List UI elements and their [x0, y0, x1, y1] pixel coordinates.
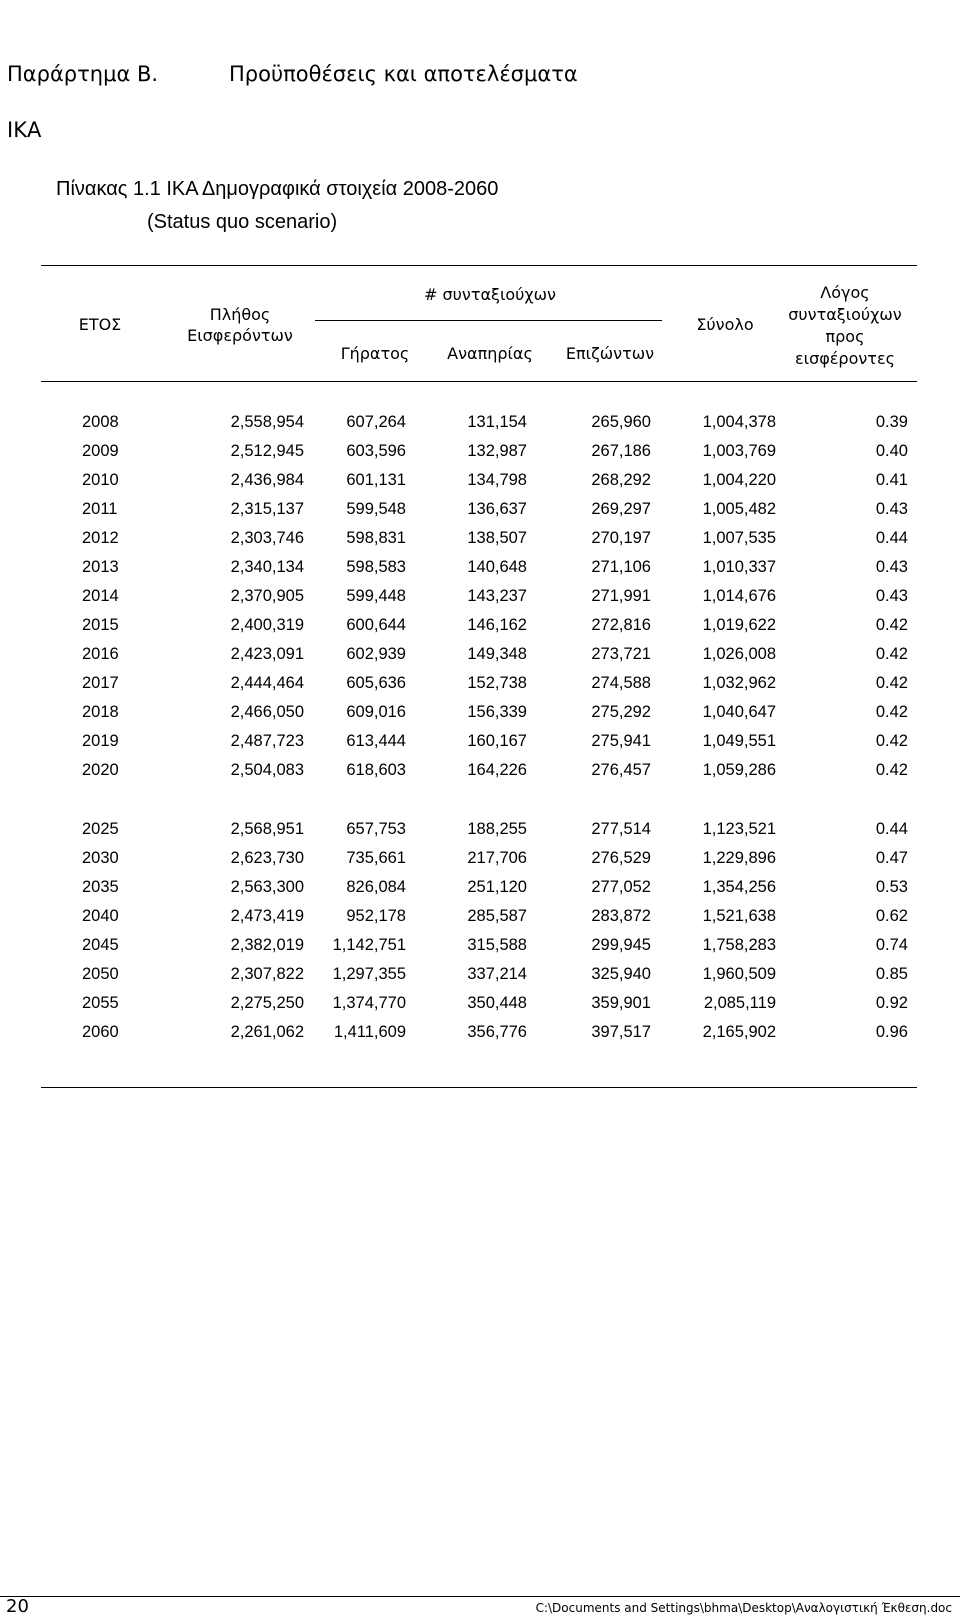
cell-survivors: 275,292: [591, 703, 651, 721]
cell-ratio: 0.43: [875, 558, 908, 576]
cell-survivors: 276,529: [591, 849, 651, 867]
cell-year: 2011: [82, 500, 118, 518]
footer-rule: [0, 1596, 960, 1597]
cell-year: 2008: [82, 413, 119, 431]
cell-total: 1,049,551: [702, 732, 776, 750]
cell-ratio: 0.62: [875, 907, 908, 925]
cell-year: 2035: [82, 878, 119, 896]
cell-disability: 146,162: [467, 616, 527, 634]
cell-old-age: 1,374,770: [332, 994, 406, 1012]
cell-disability: 136,637: [467, 500, 527, 518]
cell-disability: 152,738: [467, 674, 527, 692]
cell-total: 1,123,521: [702, 820, 776, 838]
cell-ratio: 0.85: [875, 965, 908, 983]
cell-old-age: 607,264: [346, 413, 406, 431]
cell-contributors: 2,370,905: [230, 587, 304, 605]
table-row: [0, 878, 960, 907]
cell-survivors: 277,514: [591, 820, 651, 838]
cell-contributors: 2,563,300: [230, 878, 304, 896]
header-survivors: Επιζώντων: [565, 344, 655, 363]
cell-year: 2060: [82, 1023, 119, 1041]
header-ratio-line2: συνταξιούχων: [788, 305, 902, 324]
cell-survivors: 277,052: [591, 878, 651, 896]
cell-total: 1,005,482: [702, 500, 776, 518]
cell-contributors: 2,423,091: [230, 645, 304, 663]
table-row: [0, 413, 960, 442]
table-row: [0, 587, 960, 616]
cell-old-age: 598,831: [346, 529, 406, 547]
cell-total: 1,004,220: [702, 471, 776, 489]
cell-contributors: 2,568,951: [230, 820, 304, 838]
cell-old-age: 609,016: [346, 703, 406, 721]
cell-total: 1,960,509: [702, 965, 776, 983]
cell-disability: 134,798: [467, 471, 527, 489]
appendix-title: Προϋποθέσεις και αποτελέσματα: [229, 62, 578, 86]
cell-contributors: 2,444,464: [230, 674, 304, 692]
table-row: [0, 616, 960, 645]
cell-ratio: 0.74: [875, 936, 908, 954]
cell-total: 1,014,676: [702, 587, 776, 605]
table-row: [0, 558, 960, 587]
cell-contributors: 2,303,746: [230, 529, 304, 547]
cell-ratio: 0.42: [875, 732, 908, 750]
cell-total: 1,004,378: [702, 413, 776, 431]
cell-old-age: 598,583: [346, 558, 406, 576]
cell-contributors: 2,340,134: [230, 558, 304, 576]
cell-old-age: 1,297,355: [332, 965, 406, 983]
cell-contributors: 2,275,250: [230, 994, 304, 1012]
cell-total: 1,026,008: [702, 645, 776, 663]
table-row: [0, 1023, 960, 1052]
cell-contributors: 2,473,419: [230, 907, 304, 925]
cell-survivors: 276,457: [591, 761, 651, 779]
table-caption: Πίνακας 1.1 ΙΚΑ Δημογραφικά στοιχεία 2008-2060: [56, 178, 499, 200]
cell-contributors: 2,487,723: [230, 732, 304, 750]
cell-old-age: 599,548: [346, 500, 406, 518]
header-bottom-rule: [41, 381, 917, 382]
cell-old-age: 603,596: [346, 442, 406, 460]
cell-old-age: 600,644: [346, 616, 406, 634]
table-bottom-rule: [41, 1087, 917, 1088]
footer-file-path: C:\Documents and Settings\bhma\Desktop\Αναλογιστική Έκθεση.doc: [535, 1601, 952, 1615]
cell-ratio: 0.42: [875, 703, 908, 721]
cell-year: 2014: [82, 587, 119, 605]
cell-year: 2016: [82, 645, 119, 663]
cell-disability: 217,706: [467, 849, 527, 867]
cell-year: 2013: [82, 558, 119, 576]
cell-survivors: 299,945: [591, 936, 651, 954]
cell-ratio: 0.53: [875, 878, 908, 896]
table-row: [0, 994, 960, 1023]
cell-year: 2025: [82, 820, 119, 838]
cell-disability: 164,226: [467, 761, 527, 779]
cell-total: 1,521,638: [702, 907, 776, 925]
cell-ratio: 0.41: [875, 471, 908, 489]
table-row: [0, 645, 960, 674]
cell-total: 1,003,769: [702, 442, 776, 460]
cell-disability: 138,507: [467, 529, 527, 547]
cell-survivors: 359,901: [591, 994, 651, 1012]
cell-old-age: 1,411,609: [333, 1023, 406, 1041]
cell-ratio: 0.44: [875, 529, 908, 547]
table-subcaption: (Status quo scenario): [147, 211, 338, 233]
cell-survivors: 273,721: [591, 645, 651, 663]
cell-disability: 160,167: [467, 732, 527, 750]
cell-survivors: 269,297: [591, 500, 651, 518]
cell-ratio: 0.42: [875, 616, 908, 634]
cell-ratio: 0.39: [875, 413, 908, 431]
table-row: [0, 761, 960, 790]
table-row: [0, 965, 960, 994]
header-disability: Αναπηρίας: [447, 344, 533, 363]
cell-ratio: 0.40: [875, 442, 908, 460]
cell-year: 2040: [82, 907, 119, 925]
cell-survivors: 397,517: [591, 1023, 651, 1041]
cell-contributors: 2,307,822: [230, 965, 304, 983]
cell-old-age: 826,084: [346, 878, 406, 896]
cell-survivors: 325,940: [591, 965, 651, 983]
table-row: [0, 732, 960, 761]
cell-contributors: 2,436,984: [230, 471, 304, 489]
cell-survivors: 271,106: [591, 558, 651, 576]
header-contributors-line2: Εισφερόντων: [187, 326, 293, 345]
cell-year: 2012: [82, 529, 119, 547]
cell-contributors: 2,623,730: [230, 849, 304, 867]
cell-total: 1,019,622: [702, 616, 776, 634]
cell-contributors: 2,261,062: [230, 1023, 304, 1041]
cell-survivors: 265,960: [591, 413, 651, 431]
cell-disability: 356,776: [467, 1023, 527, 1041]
header-contributors-line1: Πλήθος: [209, 305, 271, 324]
cell-ratio: 0.43: [875, 500, 908, 518]
cell-ratio: 0.43: [875, 587, 908, 605]
header-total: Σύνολο: [696, 315, 754, 334]
cell-survivors: 272,816: [591, 616, 651, 634]
cell-year: 2018: [82, 703, 119, 721]
cell-disability: 188,255: [467, 820, 527, 838]
header-pensioners-group: # συνταξιούχων: [424, 285, 556, 304]
cell-survivors: 270,197: [591, 529, 651, 547]
cell-ratio: 0.92: [875, 994, 908, 1012]
cell-year: 2030: [82, 849, 119, 867]
cell-year: 2017: [82, 674, 119, 692]
cell-year: 2015: [82, 616, 119, 634]
cell-disability: 156,339: [467, 703, 527, 721]
cell-total: 1,059,286: [702, 761, 776, 779]
cell-old-age: 601,131: [346, 471, 406, 489]
cell-year: 2009: [82, 442, 119, 460]
cell-old-age: 1,142,751: [332, 936, 406, 954]
cell-ratio: 0.42: [875, 761, 908, 779]
table-row: [0, 703, 960, 732]
cell-survivors: 274,588: [591, 674, 651, 692]
header-ratio-line1: Λόγος: [820, 283, 870, 302]
cell-old-age: 618,603: [346, 761, 406, 779]
cell-ratio: 0.47: [875, 849, 908, 867]
table-row: [0, 500, 960, 529]
table-row: [0, 471, 960, 500]
cell-contributors: 2,512,945: [230, 442, 304, 460]
cell-year: 2020: [82, 761, 119, 779]
cell-contributors: 2,315,137: [230, 500, 304, 518]
cell-contributors: 2,466,050: [230, 703, 304, 721]
cell-year: 2019: [82, 732, 119, 750]
cell-disability: 337,214: [467, 965, 527, 983]
cell-ratio: 0.42: [875, 645, 908, 663]
cell-total: 1,229,896: [702, 849, 776, 867]
cell-total: 2,165,902: [702, 1023, 776, 1041]
table-row: [0, 442, 960, 471]
header-old-age: Γήρατος: [340, 344, 410, 363]
cell-disability: 131,154: [467, 413, 527, 431]
header-top-rule: [41, 265, 917, 266]
cell-contributors: 2,504,083: [230, 761, 304, 779]
cell-total: 1,010,337: [702, 558, 776, 576]
appendix-label: Παράρτημα Β.: [7, 62, 159, 86]
cell-contributors: 2,558,954: [230, 413, 304, 431]
cell-ratio: 0.42: [875, 674, 908, 692]
footer-page-number: 20: [6, 1596, 29, 1617]
cell-disability: 350,448: [467, 994, 527, 1012]
table-row: [0, 936, 960, 965]
table-row: [0, 820, 960, 849]
cell-old-age: 599,448: [346, 587, 406, 605]
cell-year: 2010: [82, 471, 119, 489]
cell-old-age: 735,661: [346, 849, 406, 867]
cell-old-age: 602,939: [346, 645, 406, 663]
cell-total: 2,085,119: [703, 994, 776, 1012]
cell-total: 1,040,647: [702, 703, 776, 721]
cell-old-age: 657,753: [346, 820, 406, 838]
cell-year: 2050: [82, 965, 119, 983]
header-group-rule: [315, 320, 662, 321]
section-title: ΙΚΑ: [7, 118, 42, 142]
cell-total: 1,007,535: [702, 529, 776, 547]
cell-old-age: 613,444: [346, 732, 406, 750]
cell-old-age: 605,636: [346, 674, 406, 692]
cell-survivors: 275,941: [591, 732, 651, 750]
cell-contributors: 2,382,019: [230, 936, 304, 954]
cell-disability: 149,348: [467, 645, 527, 663]
cell-disability: 315,588: [467, 936, 527, 954]
cell-disability: 143,237: [467, 587, 527, 605]
cell-total: 1,032,962: [702, 674, 776, 692]
header-ratio-line3: προς: [825, 327, 865, 346]
cell-disability: 285,587: [467, 907, 527, 925]
cell-disability: 251,120: [467, 878, 527, 896]
table-row: [0, 907, 960, 936]
cell-contributors: 2,400,319: [230, 616, 304, 634]
cell-survivors: 268,292: [591, 471, 651, 489]
cell-total: 1,758,283: [702, 936, 776, 954]
cell-disability: 140,648: [467, 558, 527, 576]
cell-disability: 132,987: [467, 442, 527, 460]
cell-ratio: 0.44: [875, 820, 908, 838]
header-ratio-line4: εισφέροντες: [795, 349, 895, 368]
table-row: [0, 529, 960, 558]
table-row: [0, 674, 960, 703]
cell-total: 1,354,256: [702, 878, 776, 896]
cell-survivors: 283,872: [591, 907, 651, 925]
table-row: [0, 849, 960, 878]
cell-year: 2045: [82, 936, 119, 954]
cell-ratio: 0.96: [875, 1023, 908, 1041]
cell-survivors: 267,186: [591, 442, 651, 460]
header-year: ΕΤΟΣ: [78, 315, 122, 334]
cell-year: 2055: [82, 994, 119, 1012]
cell-old-age: 952,178: [346, 907, 406, 925]
cell-survivors: 271,991: [591, 587, 651, 605]
